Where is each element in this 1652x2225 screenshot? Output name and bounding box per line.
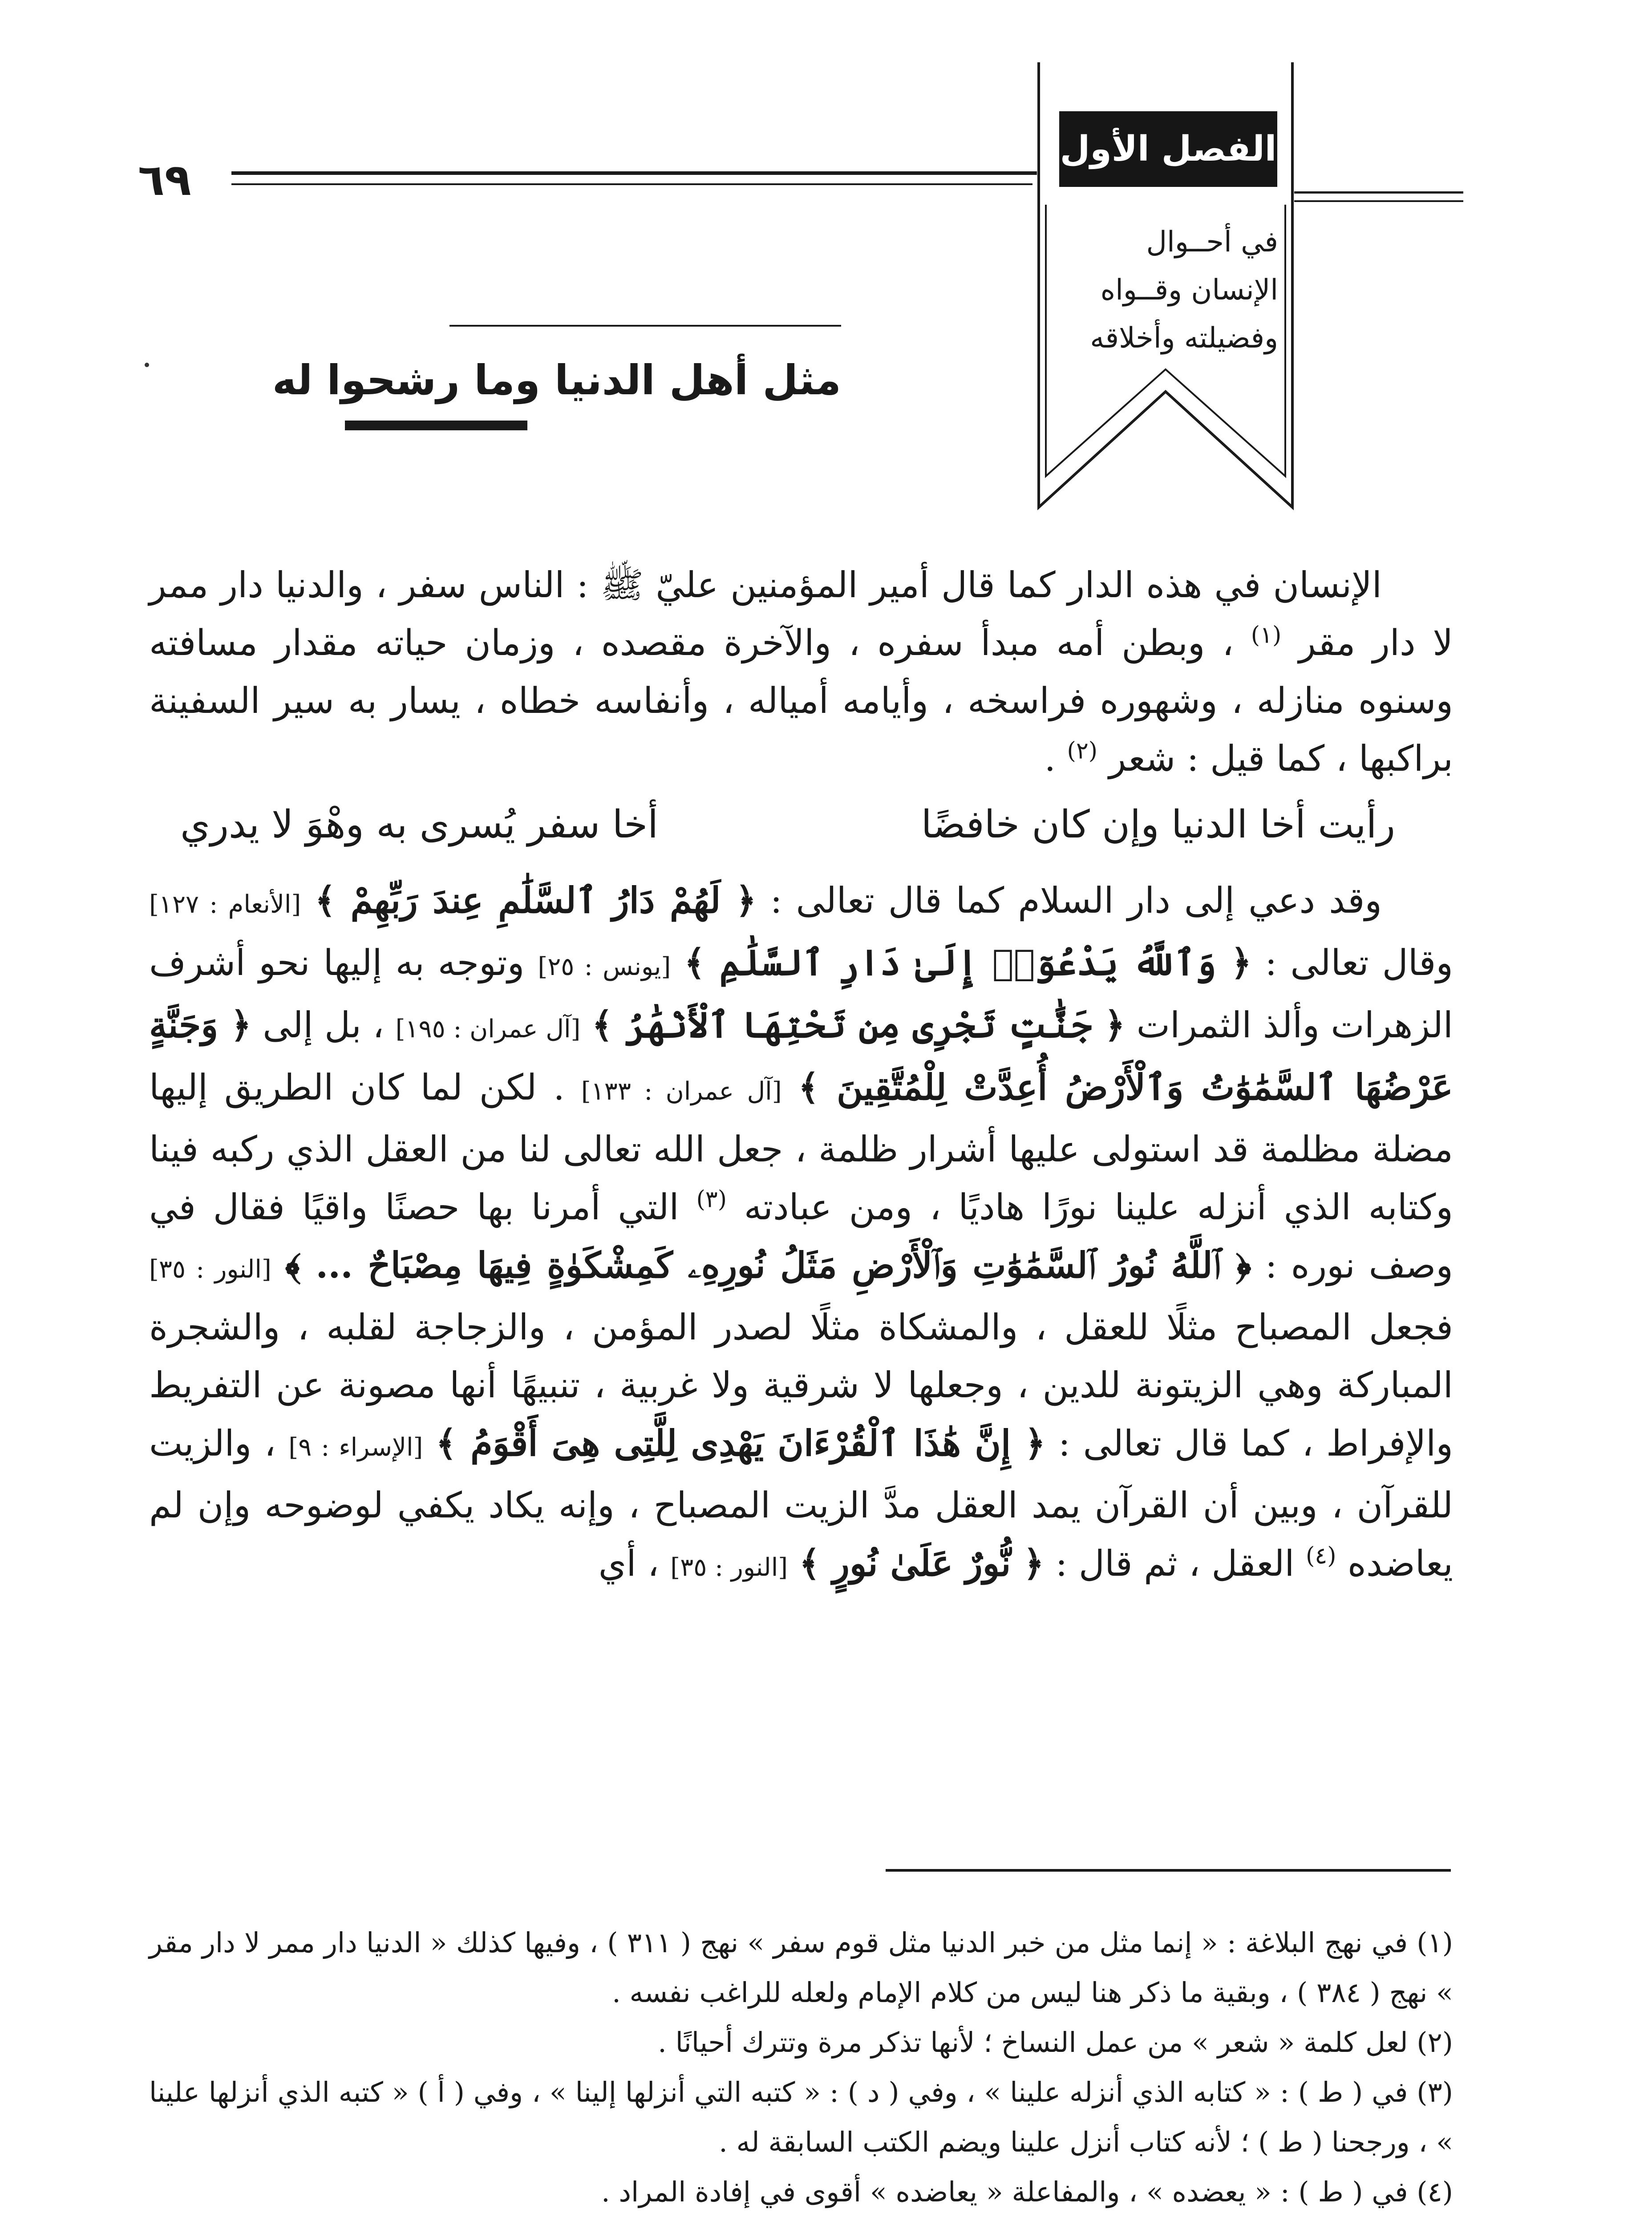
header-rule-right: [1294, 191, 1463, 194]
footnote-separator: [886, 1869, 1451, 1872]
footnote: (٤) في ( ط ) : « يعضده » ، والمفاعلة « يعاضده » أقوى في إفادة المراد .: [601, 2176, 1453, 2208]
verse-reference: [الأنعام : ١٢٧]: [149, 890, 301, 919]
verse-reference: [الإسراء : ٩]: [288, 1433, 423, 1462]
quran-verse: ﴿ إِنَّ هَٰذَا ٱلْقُرْءَانَ يَهْدِى لِلَّتِى هِىَ أَقْوَمُ ﴾: [436, 1422, 1046, 1464]
verse-reference: [النور : ٣٥]: [149, 1255, 271, 1284]
section-title-rule: [449, 325, 841, 327]
section-title: مثل أهل الدنيا وما رشحوا له: [272, 356, 841, 404]
text-run: وتوجه به إليها نحو أشرف الزهرات وألذ الثمرات: [149, 942, 1454, 1046]
text-run: التي أمرنا بها حصنًا واقيًا فقال في وصف نوره :: [149, 1186, 1453, 1286]
footnote: (٢) لعل كلمة « شعر » من عمل النساخ ؛ لأنها تذكر مرة وتترك أحيانًا .: [658, 2026, 1453, 2059]
chapter-subtitle-line: في أحــوال: [1146, 226, 1278, 259]
chapter-subtitle: [1056, 218, 1278, 362]
poem-hemistich: أخا سفر يُسرى به وهْوَ لا يدري: [180, 802, 659, 847]
text-run: العقل ، ثم قال :: [1055, 1543, 1295, 1584]
poem-verse: [149, 791, 1453, 858]
quran-verse: ﴿ وَٱللَّهُ يَدْعُوٓا۟ إِلَىٰ دَارِ ٱلسَّلَٰمِ ﴾: [684, 942, 1252, 983]
text-run: . لكن لما كان الطريق إليها مضلة مظلمة قد استولى عليها أشرار ظلمة ، جعل الله تعالى لنا من العقل الذي ركبه فينا وكتابه الذي أنزله علينا نورًا هاديًا ، ومن عبادته: [149, 1067, 1454, 1228]
text-run: فجعل المصباح مثلًا للعقل ، والمشكاة مثلًا لصدر المؤمن ، والزجاجة لقلبه ، والشجرة المباركة وهي الزيتونة للدين ، وجعلها لا شرقية ولا غربية ، تنبيهًا أنها مصونة عن التفريط والإفراط ، كما قال تعالى :: [149, 1307, 1454, 1464]
verse-reference: [يونس : ٢٥]: [538, 952, 671, 981]
verse-reference: [آل عمران : ١٩٥]: [395, 1015, 581, 1044]
text-run: ، بل إلى: [263, 1004, 385, 1046]
header-rule-right-thin: [1294, 200, 1463, 202]
footnotes: [149, 1918, 1453, 2217]
section-title-underline: [345, 421, 527, 430]
footnote-ref: (٤): [1305, 1542, 1336, 1570]
footnote-ref: (١): [1251, 622, 1282, 649]
text-run: ، أي: [598, 1543, 659, 1584]
verse-reference: [آل عمران : ١٣٣]: [581, 1077, 782, 1106]
header-rule: [231, 171, 1037, 175]
paragraph: [149, 871, 1453, 1597]
quran-verse: ﴿ وَجَنَّةٍ عَرْضُهَا ٱلسَّمَٰوَٰتُ وَٱلْأَرْضُ أُعِدَّتْ لِلْمُتَّقِينَ ﴾: [149, 1004, 1454, 1108]
quran-verse: ﴿ نُّورٌ عَلَىٰ نُورٍ ﴾: [799, 1542, 1045, 1584]
text-run: الإنسان في هذه الدار كما قال أمير المؤمنين عليّ ﷺ : الناس سفر ، والدنيا دار ممر لا دار مقر: [149, 564, 1453, 663]
footnote: (٣) في ( ط ) : « كتابه الذي أنزله علينا » ، وفي ( د ) : « كتبه التي أنزلها إلينا » ، وفي ( أ ) « كتبه الذي أنزلها علينا » ، ورجحنا ( ط ) ؛ لأنه كتاب أنزل علينا ويضم الكتب السابقة له .: [149, 2076, 1453, 2158]
header-rule-thin: [231, 183, 1032, 185]
text-run: ، والزيت للقرآن ، وبين أن القرآن يمد العقل مدَّ الزيت المصباح ، وإنه يكاد يكفي لوضوحه وإن لم يعاضده: [149, 1423, 1453, 1584]
page-number: ٦٩: [138, 155, 191, 206]
quran-verse: ﴿ ٱللَّهُ نُورُ ٱلسَّمَٰوَٰتِ وَٱلْأَرْضِ مَثَلُ نُورِهِۦ كَمِشْكَوٰةٍ فِيهَا مِصْبَاحٌ ... ﴾: [285, 1244, 1251, 1286]
chapter-title: الفصل الأول: [1059, 111, 1277, 187]
text-run: وقال تعالى :: [1265, 942, 1454, 983]
text-run: ، وبطن أمه مبدأ سفره ، والآخرة مقصده ، وزمان حياته مقدار مسافته وسنوه منازله ، وشهوره فراسخه ، وأيامه أمياله ، وأنفاسه خطاه ، يسار به سير السفينة براكبها ، كما قيل : شعر: [149, 622, 1453, 779]
poem-hemistich: رأيت أخا الدنيا وإن كان خافضًا: [921, 802, 1395, 847]
main-text: [149, 556, 1453, 1597]
text-run: .: [1044, 738, 1056, 779]
paragraph: [149, 556, 1453, 788]
chapter-subtitle-line: وفضيلته وأخلاقه: [1090, 322, 1278, 355]
footnote: (١) في نهج البلاغة : « إنما مثل من خبر الدنيا مثل قوم سفر » نهج ( ٣١١ ) ، وفيها كذلك « الدنيا دار ممر لا دار مقر » نهج ( ٣٨٤ ) ، وبقية ما ذكر هنا ليس من كلام الإمام ولعله للراغب نفسه .: [149, 1926, 1453, 2009]
footnote-ref: (٣): [696, 1186, 727, 1213]
footnote-ref: (٢): [1067, 737, 1098, 765]
text-run: وقد دعي إلى دار السلام كما قال تعالى :: [770, 880, 1382, 921]
chapter-subtitle-line: الإنسان وقــواه: [1100, 274, 1278, 307]
quran-verse: ﴿ لَهُمْ دَارُ ٱلسَّلَٰمِ عِندَ رَبِّهِمْ ﴾: [315, 879, 757, 921]
print-speck: [145, 363, 149, 367]
quran-verse: ﴿ جَنَّٰتٍ تَجْرِى مِن تَحْتِهَا ٱلْأَنْهَٰرُ ﴾: [591, 1004, 1126, 1046]
verse-reference: [النور : ٣٥]: [670, 1553, 788, 1582]
